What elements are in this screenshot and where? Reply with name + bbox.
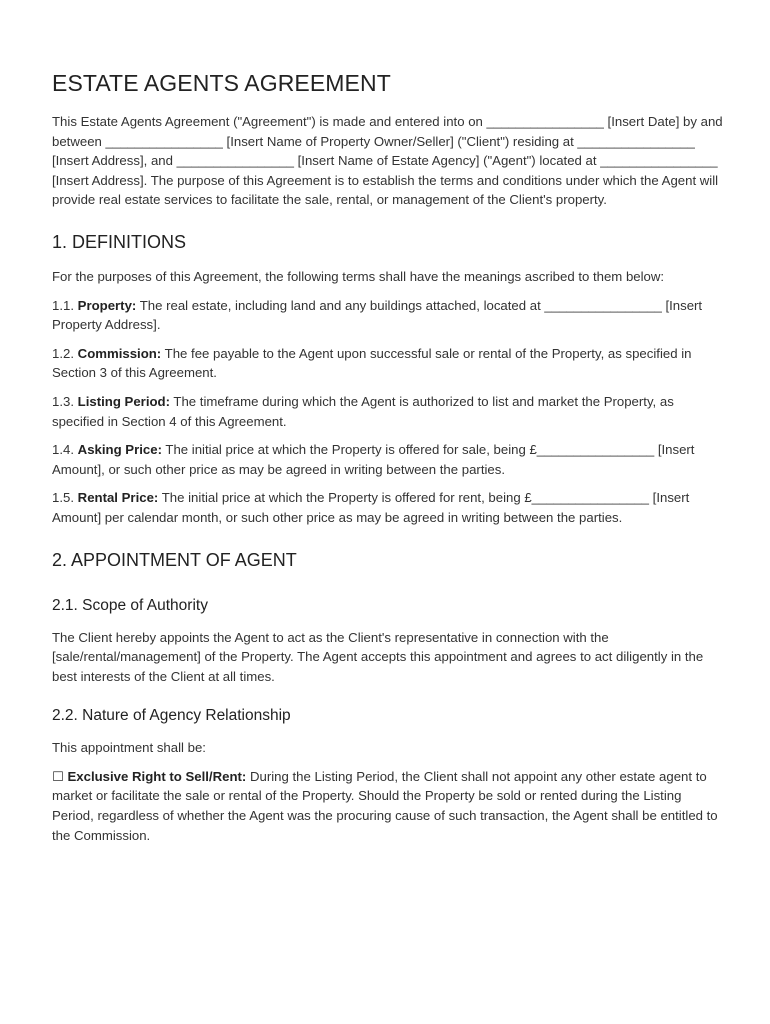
- checkbox-icon[interactable]: ☐: [52, 768, 64, 784]
- definition-text: The timeframe during which the Agent is authorized to list and market the Property, as specified in Section 4 of this Agreement.: [52, 393, 674, 429]
- definition-item: [52, 344, 724, 383]
- section-heading-appointment: 2. APPOINTMENT OF AGENT: [52, 549, 297, 570]
- nature-lead: This appointment shall be:: [52, 740, 206, 756]
- subsection-heading-nature: 2.2. Nature of Agency Relationship: [52, 707, 291, 725]
- definition-number: 1.5.: [52, 490, 74, 506]
- section-heading-definitions: 1. DEFINITIONS: [52, 231, 187, 252]
- definitions-lead: For the purposes of this Agreement, the following terms shall have the meanings ascribed to them below:: [52, 268, 665, 284]
- subsection-heading-scope: 2.1. Scope of Authority: [52, 596, 208, 614]
- definition-term: Asking Price:: [77, 442, 162, 458]
- scope-paragraph: The Client hereby appoints the Agent to act as the Client's representative in connection with the [sale/rental/management] of the Property. The Agent accepts this appointment and agrees to act diligently in the best interests of the Client at all times.: [52, 629, 704, 684]
- definition-number: 1.4.: [52, 442, 74, 458]
- definition-item: [52, 488, 724, 527]
- definition-item: [52, 296, 724, 335]
- definition-text: The fee payable to the Agent upon successful sale or rental of the Property, as specified in Section 3 of this Agreement.: [52, 345, 692, 381]
- definition-term: Rental Price:: [77, 490, 159, 506]
- definition-text: The initial price at which the Property is offered for rent, being £________________ [Insert Amount] per calendar month, or such other price as may be agreed in writing between the parties.: [52, 490, 690, 525]
- definition-number: 1.3.: [52, 393, 74, 409]
- document-page: [52, 70, 724, 854]
- definition-text: The real estate, including land and any buildings attached, located at ________________ [Insert Property Address].: [52, 297, 703, 333]
- definition-number: 1.1.: [52, 297, 74, 313]
- definition-item: [52, 440, 724, 479]
- definition-term: Listing Period:: [77, 393, 170, 409]
- intro-paragraph: This Estate Agents Agreement ("Agreement") is made and entered into on ________________ [Insert Date] by and between ________________ [Insert Name of Property Owner/Seller] ("Client") residing at ________________ [Insert Address], and ________________ [Insert Name of Estate Agency] ("Agent") located at ________________ [Insert Address]. The purpose of this Agreement is to establish the terms and conditions under which the Agent will provide real estate services to facilitate the sale, rental, or management of the Client's property.: [52, 114, 723, 208]
- option-term: Exclusive Right to Sell/Rent:: [67, 768, 247, 784]
- exclusive-option: [52, 767, 724, 845]
- definition-text: The initial price at which the Property is offered for sale, being £________________ [Insert Amount], or such other price as may be agreed in writing between the parties.: [52, 442, 695, 477]
- definition-item: [52, 392, 724, 431]
- option-text: During the Listing Period, the Client shall not appoint any other estate agent to market or facilitate the sale or rental of the Property. Should the Property be sold or rented during the Listing Period, regardless of whether the Agent was the procuring cause of such transaction, the Agent shall be entitled to the Commission.: [52, 768, 718, 843]
- document-title: ESTATE AGENTS AGREEMENT: [52, 70, 391, 96]
- definition-number: 1.2.: [52, 345, 74, 361]
- definition-term: Commission:: [77, 345, 162, 361]
- definition-term: Property:: [77, 297, 137, 313]
